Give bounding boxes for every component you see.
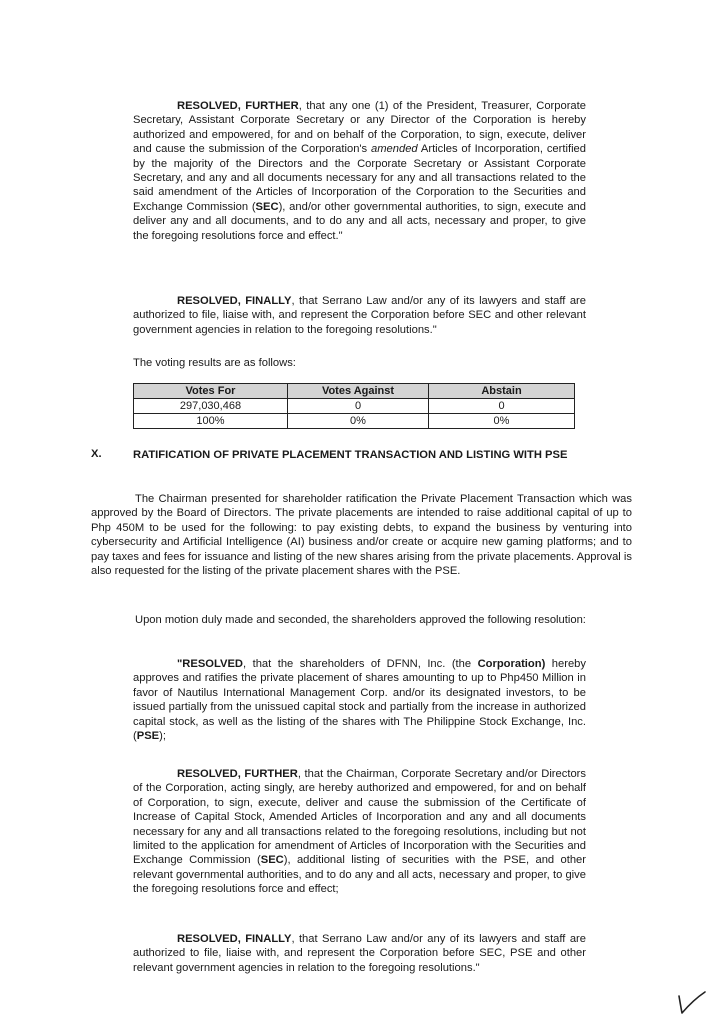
votes-for-header: Votes For [134,384,288,399]
motion-paragraph: Upon motion duly made and seconded, the shareholders approved the following resolution: [135,614,586,626]
resolved-further-paragraph-2: RESOLVED, FURTHER, that the Chairman, Corporate Secretary and/or Directors of the Corporation, acting singly, are hereby authorized and empowered, for and on behalf of Corporation, to sign, execute, deliver and cause the submission of the Certificate of Increase of Capital Stock, Amended Articles of Incorporation and any and all documents necessary for any and all transactions related to the foregoing resolutions, including but not limited to the application for amendment of Articles of Incorporation with the Securities and Exchange Commission (SEC), additional listing of securities with the PSE, and other relevant governmental authorities, and to do any and all acts, necessary and proper, to give the foregoing resolutions force and effect; [133,768,586,896]
resolved-paragraph: "RESOLVED, that the shareholders of DFNN, Inc. (the Corporation) hereby approves and ratifies the private placement of shares amounting to up to Php450 Million in favor of Nautilus International Management Corp. and/or its designated investors, to be issued partially from the unissued capital stock and partially from the increase in authorized capital stock, as well as the listing of the shares with The Philippine Stock Exchange, Inc. (PSE); [133,658,586,743]
section-title: RATIFICATION OF PRIVATE PLACEMENT TRANSACTION AND LISTING WITH PSE [133,449,568,461]
table-row: 297,030,468 0 0 [134,399,575,414]
voting-results-table [133,383,575,429]
initial-checkmark-icon [676,990,708,1016]
resolution-finally-paragraph: RESOLVED, FINALLY, that Serrano Law and/or any of its lawyers and staff are authorized to file, liaise with, and represent the Corporation before SEC and other relevant government agencies in relation to the foregoing resolutions." [133,295,586,336]
abstain-header: Abstain [429,384,575,399]
table-row: 100% 0% 0% [134,414,575,429]
votes-against-header: Votes Against [288,384,429,399]
voting-intro: The voting results are as follows: [133,357,296,369]
resolution-further-paragraph: RESOLVED, FURTHER, that any one (1) of the President, Treasurer, Corporate Secretary, Assistant Corporate Secretary or any Director of the Corporation is hereby authorized and empowered, for and on behalf of the Corporation, to sign, execute, deliver and cause the submission of the Corporation's amended Articles of Incorporation, certified by the majority of the Directors and the Corporate Secretary or Assistant Corporate Secretary, and any and all documents necessary for any and all transactions related to the said amendment of the Articles of Incorporation of the Corporation to the Securities and Exchange Commission (SEC), and/or other governmental authorities, to sign, execute and deliver any and all documents, and to do any and all acts, necessary and proper, to give the foregoing resolutions force and effect." [133,100,586,242]
section-number: X. [91,448,102,460]
chairman-paragraph: The Chairman presented for shareholder ratification the Private Placement Transaction which was approved by the Board of Directors. The private placements are intended to raise additional capital of up to Php 450M to be used for the following: to pay existing debts, to expand the business by venturing into cybersecurity and Artificial Intelligence (AI) business and/or create or acquire new gaming platforms; and to pay taxes and fees for issuance and listing of the new shares arising from the private placements. Approval is also requested for the listing of the private placement shares with the PSE. [91,493,632,578]
resolved-finally-paragraph-2: RESOLVED, FINALLY, that Serrano Law and/or any of its lawyers and staff are authorized to file, liaise with, and represent the Corporation before SEC, PSE and other relevant government agencies in relation to the foregoing resolutions." [133,933,586,974]
